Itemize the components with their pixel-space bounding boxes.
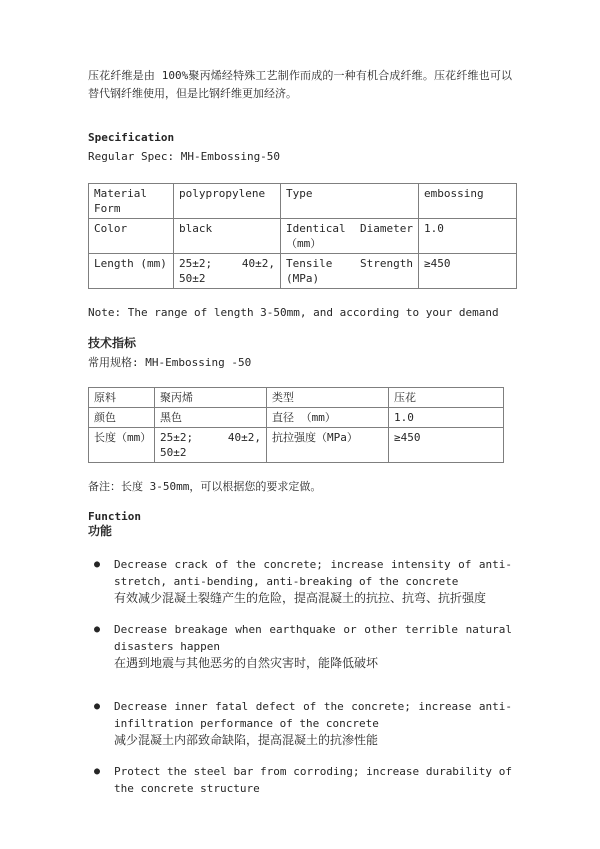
specification-table-cn <box>88 387 504 463</box>
table-cell: ≥450 <box>389 428 504 463</box>
table-cell: Material Form <box>89 184 174 219</box>
list-item <box>88 556 512 607</box>
specification-heading: Specification <box>88 131 175 144</box>
table-cell: 原料 <box>89 388 155 408</box>
table-cell: 聚丙烯 <box>155 388 267 408</box>
table-row <box>89 219 517 254</box>
table-cell: embossing <box>419 184 517 219</box>
table-cell: Type <box>281 184 419 219</box>
bullet-text-en: Decrease inner fatal defect of the concrete; increase anti-infiltration performance of the concrete <box>114 700 512 730</box>
table-cell: Color <box>89 219 174 254</box>
table-cell: 颜色 <box>89 408 155 428</box>
specification-table-en <box>88 183 517 289</box>
bullet-icon: ● <box>94 624 101 635</box>
table-cell: 25±2; 40±2, 50±2 <box>155 428 267 463</box>
function-heading-en: Function <box>88 510 141 523</box>
bullet-text-cn: 有效减少混凝土裂缝产生的危险，提高混凝土的抗拉、抗弯、抗折强度 <box>114 591 487 605</box>
intro-paragraph: 压花纤维是由 100%聚丙烯经特殊工艺制作而成的一种有机合成纤维。压花纤维也可以替代钢纤维使用，但是比钢纤维更加经济。 <box>88 69 512 100</box>
table-row <box>89 428 504 463</box>
table-cell: 抗拉强度（MPa） <box>267 428 389 463</box>
table-row <box>89 388 504 408</box>
bullet-text-en: Protect the steel bar from corroding; increase durability of the concrete structure <box>114 765 512 795</box>
table-cell: polypropylene <box>174 184 281 219</box>
table-cell: 压花 <box>389 388 504 408</box>
function-bullet-list <box>88 556 512 797</box>
table-cell: 黑色 <box>155 408 267 428</box>
bullet-text-cn: 减少混凝土内部致命缺陷，提高混凝土的抗渗性能 <box>114 733 379 747</box>
list-item <box>88 763 512 797</box>
table-cell: 25±2; 40±2, 50±2 <box>174 254 281 289</box>
table-row <box>89 254 517 289</box>
table-cell: Length (mm) <box>89 254 174 289</box>
common-spec-line: 常用规格: MH-Embossing -50 <box>88 356 252 369</box>
table-cell: Tensile Strength (MPa) <box>281 254 419 289</box>
bullet-icon: ● <box>94 559 101 570</box>
regular-spec-line: Regular Spec: MH-Embossing-50 <box>88 150 281 163</box>
table-cell: 直径 （mm） <box>267 408 389 428</box>
list-item <box>88 621 512 672</box>
table-cell: Identical Diameter （mm） <box>281 219 419 254</box>
bullet-text-cn: 在遇到地震与其他恶劣的自然灾害时，能降低破坏 <box>114 656 379 670</box>
bullet-icon: ● <box>94 766 101 777</box>
bullet-text-en: Decrease crack of the concrete; increase intensity of anti-stretch, anti-bending, anti-breaking of the concrete <box>114 558 512 588</box>
table-cell: black <box>174 219 281 254</box>
technical-index-heading: 技术指标 <box>88 336 137 350</box>
list-item <box>88 698 512 749</box>
bullet-icon: ● <box>94 701 101 712</box>
function-heading-cn: 功能 <box>88 524 113 538</box>
table-cell: 长度（mm） <box>89 428 155 463</box>
table-row <box>89 408 504 428</box>
note-cn: 备注：长度 3-50mm，可以根据您的要求定做。 <box>88 480 322 493</box>
note-en: Note: The range of length 3-50mm, and according to your demand <box>88 306 499 319</box>
table-cell: 1.0 <box>419 219 517 254</box>
bullet-text-en: Decrease breakage when earthquake or other terrible natural disasters happen <box>114 623 512 653</box>
table-cell: ≥450 <box>419 254 517 289</box>
table-row <box>89 184 517 219</box>
table-cell: 类型 <box>267 388 389 408</box>
table-cell: 1.0 <box>389 408 504 428</box>
